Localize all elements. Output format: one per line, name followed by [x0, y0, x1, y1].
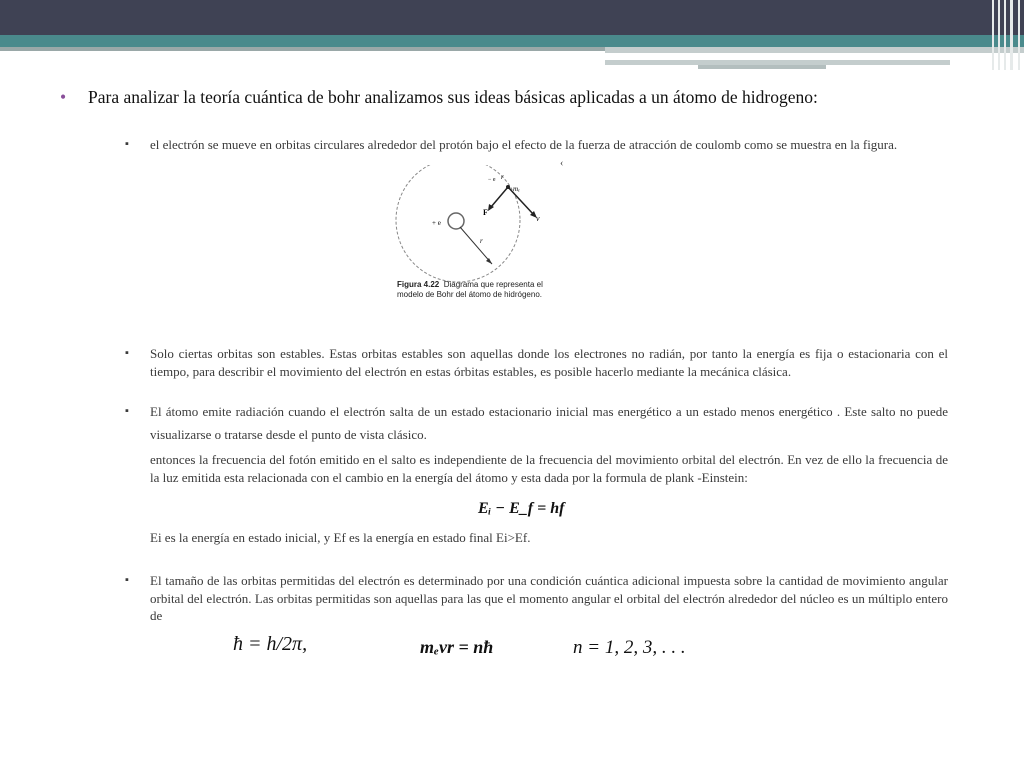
orbit-circle: [396, 165, 520, 282]
label-r: r: [480, 237, 483, 245]
electron: [506, 185, 510, 189]
label-r2: r: [501, 173, 504, 181]
sub-bullet-marker: ▪: [125, 138, 129, 150]
n-values-equation: n = 1, 2, 3, . . .: [573, 637, 686, 658]
sub-bullet-stable-orbits: [125, 345, 948, 380]
sub-bullet-radiation: [125, 400, 948, 446]
label-minus: − e: [488, 177, 496, 183]
sub-bullet-text: Solo ciertas orbitas son estables. Estas orbitas estables son aquellas donde los electrones no radián, por tanto la energía es fija o estacionaria con el tiempo, para describir el movimiento del electrón en estas órbitas estables, es posible hacerlo mediante la mecánica clásica.: [150, 346, 948, 379]
energy-paragraph: Ei es la energía en estado inicial, y Ef es la energía en estado final Ei>Ef.: [150, 530, 531, 545]
sub-bullet-marker: ▪: [125, 347, 129, 359]
header-rule-right: [605, 47, 1024, 53]
sub-bullet-orbit-size: [125, 572, 948, 625]
velocity-vector: [508, 187, 534, 215]
force-vector: [491, 187, 508, 207]
radius-line: [460, 227, 492, 264]
label-v: v: [536, 214, 540, 223]
sub-bullet-orbits: [125, 136, 948, 154]
planck-equation: Eᵢ − E_f = hf: [478, 500, 565, 517]
header-stripes: [990, 0, 1024, 70]
figure-caption: [397, 280, 547, 300]
label-me: mₑ: [513, 185, 520, 193]
nucleus: [448, 213, 464, 229]
header-rule-short: [698, 65, 826, 69]
bullet-dot: •: [60, 87, 67, 107]
label-F: F: [483, 208, 488, 217]
header-accent-band: [0, 35, 1024, 47]
label-charge: + e: [432, 219, 441, 227]
figure-caption-text: Diagrama que representa el modelo de Bohr del átomo de hidrógeno.: [397, 280, 543, 299]
sub-bullet-text: El tamaño de las orbitas permitidas del electrón es determinado por una condición cuántica adicional impuesta sobre la cantidad de movimiento angular orbital del electrón. Las orbitas permitidas son aquellas para las que el momento angular el orbital del electrón alrededor del núcleo es un múltiplo entero de: [150, 573, 948, 623]
frequency-paragraph: entonces la frecuencia del fotón emitido en el salto es independiente de la frecuencia del movimiento orbital del electrón. En vez de ello la frecuencia de la luz emitida esta relacionada con el cambio en la energía del átomo y esta dada por la formula de plank -Einstein:: [150, 452, 948, 485]
sub-bullet-marker: ▪: [125, 405, 129, 417]
figure-caption-number: Figura 4.22: [397, 280, 440, 289]
sub-bullet-text: El átomo emite radiación cuando el electrón salta de un estado estacionario inicial mas energético a un estado menos energético . Este salto no puede visualizarse o tratarse desde el punto de vista clásico.: [150, 404, 948, 442]
header-bar: [0, 0, 1024, 35]
angular-momentum-equation: mₑvr = nħ: [420, 637, 494, 657]
header-rule-left: [0, 47, 605, 51]
radius-arrowhead: [486, 258, 492, 264]
sub-bullet-text: el electrón se mueve en orbitas circulares alrededor del protón bajo el efecto de la fuerza de atracción de coulomb como se muestra en la figura.: [150, 137, 898, 152]
hbar-equation: ħ = h/2π,: [233, 633, 308, 655]
figure-side-mark: ‹: [560, 158, 564, 169]
main-bullet: [60, 86, 950, 109]
main-bullet-text: Para analizar la teoría cuántica de bohr analizamos sus ideas básicas aplicadas a un átomo de hidrogeno:: [88, 87, 818, 107]
sub-bullet-marker: ▪: [125, 574, 129, 586]
